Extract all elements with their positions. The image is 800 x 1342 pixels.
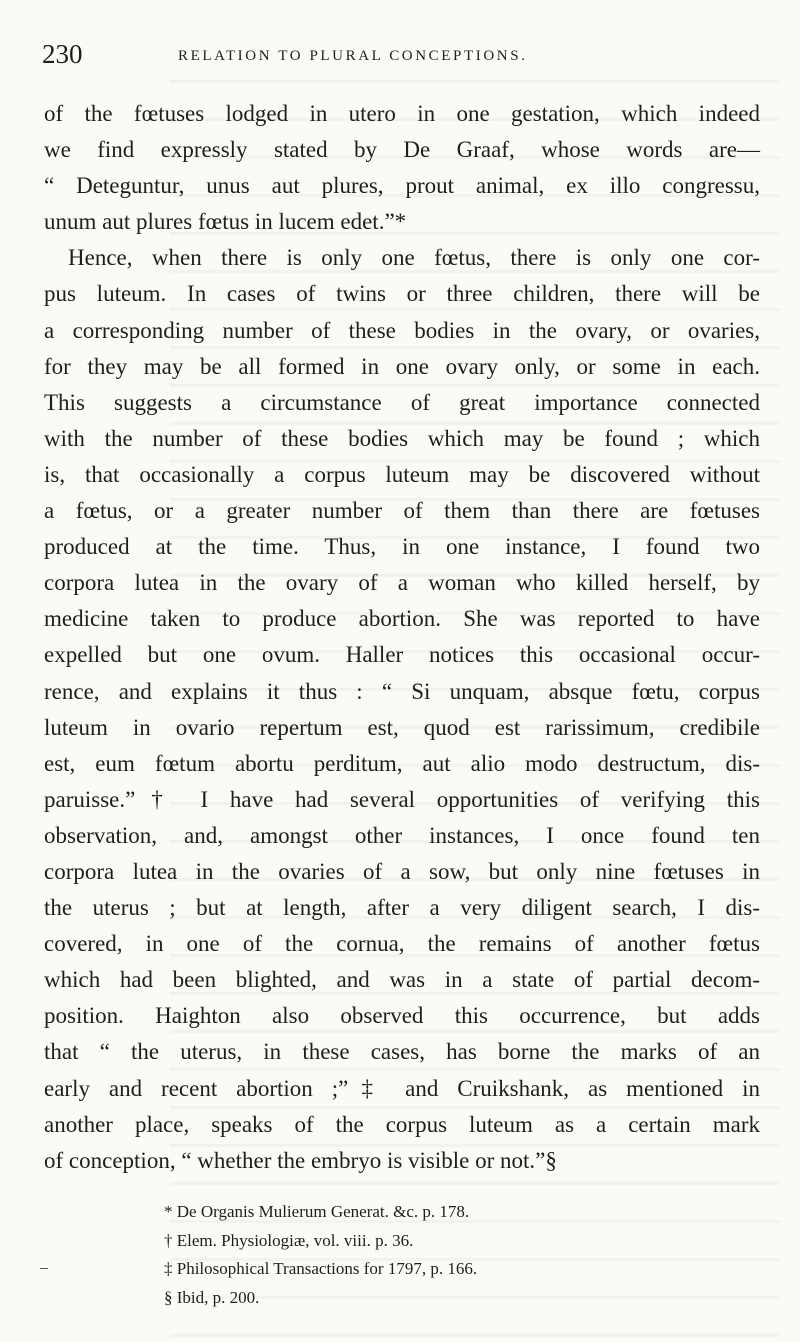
body-text <box>44 96 760 1179</box>
text-line: pus luteum. In cases of twins or three children, there will be <box>44 281 760 307</box>
text-line: which had been blighted, and was in a state of partial decom- <box>44 967 760 993</box>
text-line: paruisse.”† I have had several opportunities of verifying this <box>44 786 760 812</box>
text-line: expelled but one ovum. Haller notices this occasional occur- <box>44 642 760 668</box>
text-line: early and recent abortion ;”‡ and Cruikshank, as mentioned in <box>44 1075 760 1101</box>
text-line: luteum in ovario repertum est, quod est rarissimum, credibile <box>44 714 760 740</box>
text-line: rence, and explains it thus : “ Si unquam, absque fœtu, corpus <box>44 678 760 704</box>
text-line: a corresponding number of these bodies in the ovary, or ovaries, <box>44 317 760 343</box>
footnotes <box>164 1198 684 1312</box>
page-header <box>42 38 762 78</box>
text-line: corpora lutea in the ovaries of a sow, but only nine fœtuses in <box>44 858 760 884</box>
text-line: with the number of these bodies which may be found ; which <box>44 425 760 451</box>
footnote: ‡ Philosophical Transactions for 1797, p. 166. <box>164 1259 478 1278</box>
text-line: medicine taken to produce abortion. She was reported to have <box>44 606 760 632</box>
footnote: † Elem. Physiologiæ, vol. viii. p. 36. <box>164 1230 414 1250</box>
text-line: corpora lutea in the ovary of a woman who killed herself, by <box>44 570 760 596</box>
text-line: “ Deteguntur, unus aut plures, prout animal, ex illo congressu, <box>44 173 760 199</box>
text-line: produced at the time. Thus, in one instance, I found two <box>44 534 760 560</box>
text-line: of conception, “ whether the embryo is visible or not.”§ <box>44 1147 557 1173</box>
text-line: unum aut plures fœtus in lucem edet.”* <box>44 209 407 235</box>
footnote: § Ibid, p. 200. <box>164 1287 260 1307</box>
text-line: position. Haighton also observed this occurrence, but adds <box>44 1003 760 1029</box>
text-line: est, eum fœtum abortu perditum, aut alio modo destructum, dis- <box>44 750 760 776</box>
footnote: * De Organis Mulierum Generat. &c. p. 178. <box>164 1202 470 1221</box>
text-line: the uterus ; but at length, after a very diligent search, I dis- <box>44 895 760 921</box>
margin-mark <box>40 1268 48 1269</box>
text-line: for they may be all formed in one ovary only, or some in each. <box>44 353 760 379</box>
text-line: Hence, when there is only one fœtus, there is only one cor- <box>68 245 760 271</box>
page-number: 230 <box>42 39 83 69</box>
text-line: of the fœtuses lodged in utero in one gestation, which indeed <box>44 101 760 126</box>
text-line: another place, speaks of the corpus luteum as a certain mark <box>44 1111 760 1137</box>
text-line: This suggests a circumstance of great importance connected <box>44 389 760 415</box>
text-line: that “ the uterus, in these cases, has borne the marks of an <box>44 1039 760 1065</box>
text-line: covered, in one of the cornua, the remains of another fœtus <box>44 931 760 957</box>
text-line: we find expressly stated by De Graaf, whose words are— <box>44 137 760 163</box>
text-line: is, that occasionally a corpus luteum may be discovered without <box>44 461 760 487</box>
running-head: RELATION TO PLURAL CONCEPTIONS. <box>178 48 528 64</box>
text-line: a fœtus, or a greater number of them than there are fœtuses <box>44 498 760 524</box>
text-line: observation, and, amongst other instances, I once found ten <box>44 822 760 848</box>
